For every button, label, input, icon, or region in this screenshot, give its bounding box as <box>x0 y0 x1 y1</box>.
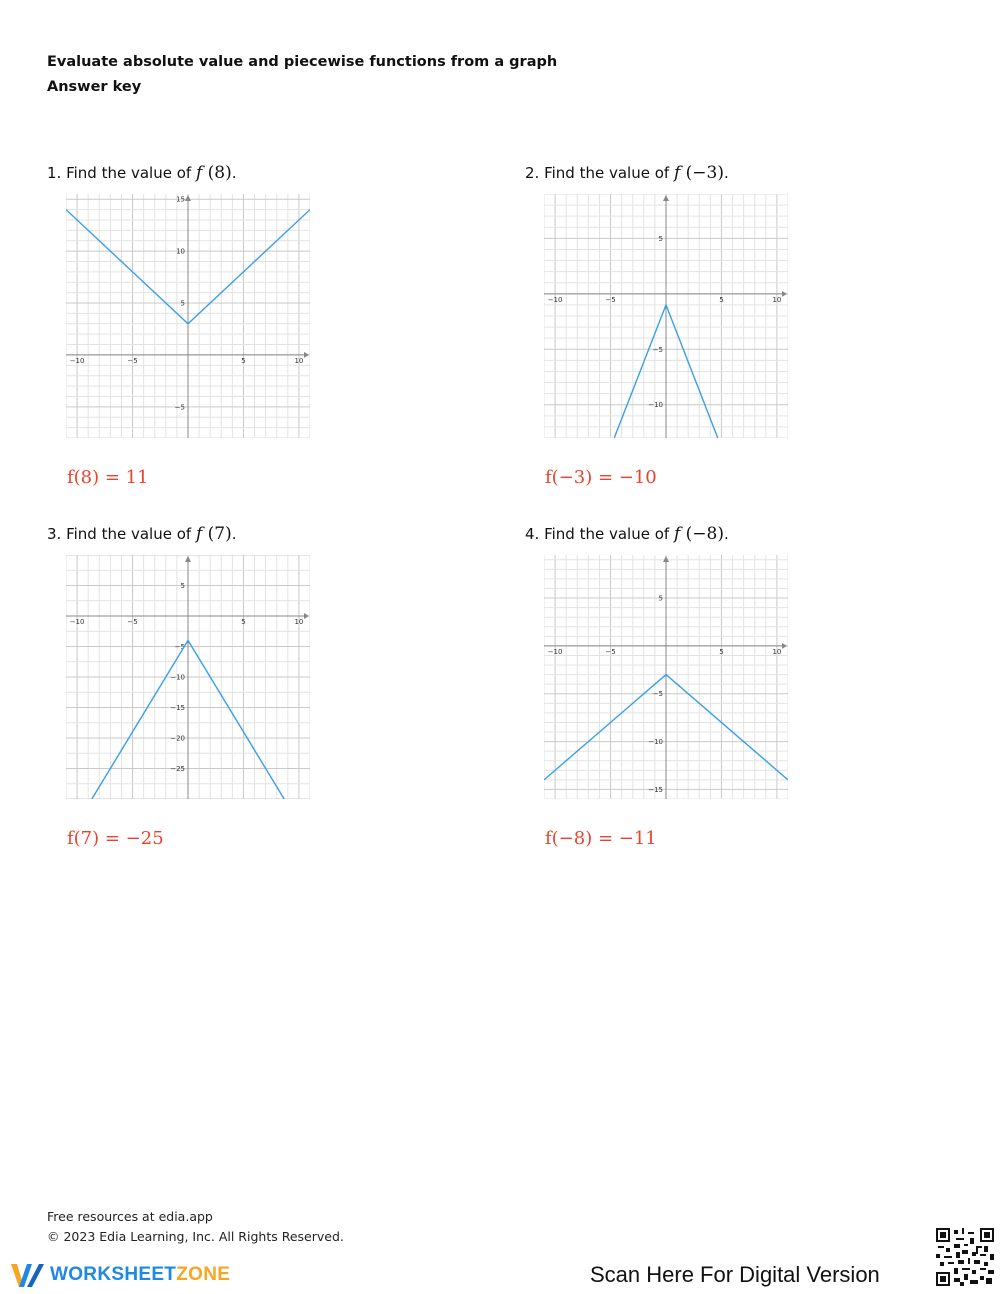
worksheet-zone-logo-text: WORKSHEETZONE <box>50 1264 231 1285</box>
problem-1 <box>47 160 467 488</box>
x-tick-label: 5 <box>241 356 246 365</box>
x-tick-label: 10 <box>772 295 782 304</box>
problem-4 <box>525 521 945 849</box>
y-tick-label: 5 <box>180 582 185 590</box>
footer <box>47 1207 344 1247</box>
y-tick-label: −10 <box>170 673 185 682</box>
y-tick-label: −5 <box>652 345 663 354</box>
y-tick-label: −20 <box>170 734 185 743</box>
x-tick-label: −5 <box>605 647 616 656</box>
x-tick-label: −10 <box>69 356 85 365</box>
answer: f(−8) = −11 <box>545 828 657 849</box>
y-tick-label: −15 <box>648 785 663 794</box>
answer: f(−3) = −10 <box>545 467 657 488</box>
y-axis-arrow <box>663 195 669 201</box>
problem-2 <box>525 160 945 488</box>
x-tick-label: −10 <box>69 618 85 626</box>
answer: f(8) = 11 <box>67 467 149 488</box>
problem-3 <box>47 521 467 849</box>
graph-3 <box>66 555 310 799</box>
worksheet-zone-logo <box>10 1258 230 1292</box>
page-title: Evaluate absolute value and piecewise functions from a graph <box>47 54 558 70</box>
y-tick-label: −5 <box>174 643 185 651</box>
y-tick-label: 10 <box>176 247 185 256</box>
page-subtitle: Answer key <box>47 79 142 95</box>
problem-prompt: 4. Find the value of <box>525 525 674 543</box>
footer-resources: Free resources at edia.app <box>47 1209 213 1224</box>
problem-question: 1. Find the value of f (8). <box>47 163 237 183</box>
y-tick-label: 15 <box>176 195 185 204</box>
y-tick-label: −10 <box>648 738 663 747</box>
x-tick-label: 10 <box>294 356 304 365</box>
y-tick-label: −5 <box>652 690 663 699</box>
y-axis-arrow <box>185 556 191 562</box>
y-tick-label: −10 <box>648 401 663 410</box>
answer: f(7) = −25 <box>67 828 164 849</box>
graph-1 <box>66 194 310 438</box>
x-tick-label: 5 <box>241 618 246 626</box>
problem-math: (−8) <box>685 524 724 544</box>
x-tick-label: −10 <box>547 295 563 304</box>
x-tick-label: −5 <box>605 295 616 304</box>
y-axis-arrow <box>185 195 191 201</box>
scan-caption: Scan Here For Digital Version <box>590 1262 880 1287</box>
graph-2 <box>544 194 788 438</box>
qr-code-icon[interactable] <box>936 1228 994 1286</box>
problem-prompt: 2. Find the value of <box>525 164 674 182</box>
x-tick-label: −5 <box>127 618 138 626</box>
problem-question: 2. Find the value of f (−3). <box>525 163 729 183</box>
problem-question: 3. Find the value of f (7). <box>47 524 237 544</box>
y-tick-label: 5 <box>180 299 185 308</box>
x-tick-label: 10 <box>772 647 782 656</box>
problem-math: (8) <box>207 163 232 183</box>
problem-question: 4. Find the value of f (−8). <box>525 524 729 544</box>
x-tick-label: 5 <box>719 647 724 656</box>
x-axis-arrow <box>304 352 309 358</box>
problem-math: (7) <box>207 524 232 544</box>
page-header <box>47 50 557 100</box>
y-tick-label: −5 <box>174 403 185 412</box>
y-axis-arrow <box>663 556 669 562</box>
graph-4 <box>544 555 788 799</box>
worksheet-zone-logo-icon <box>10 1260 46 1290</box>
y-tick-label: 5 <box>658 594 663 603</box>
x-tick-label: 10 <box>294 618 304 626</box>
y-tick-label: −15 <box>170 704 185 712</box>
problem-prompt: 1. Find the value of <box>47 164 196 182</box>
x-axis-arrow <box>304 613 309 619</box>
x-tick-label: −5 <box>127 356 138 365</box>
problem-prompt: 3. Find the value of <box>47 525 196 543</box>
x-axis-arrow <box>782 643 787 649</box>
y-tick-label: 5 <box>658 234 663 243</box>
y-tick-label: −25 <box>170 765 185 773</box>
x-tick-label: −10 <box>547 647 563 656</box>
footer-copyright: © 2023 Edia Learning, Inc. All Rights Reserved. <box>47 1229 344 1244</box>
x-tick-label: 5 <box>719 295 724 304</box>
x-axis-arrow <box>782 291 787 297</box>
problem-math: (−3) <box>685 163 724 183</box>
